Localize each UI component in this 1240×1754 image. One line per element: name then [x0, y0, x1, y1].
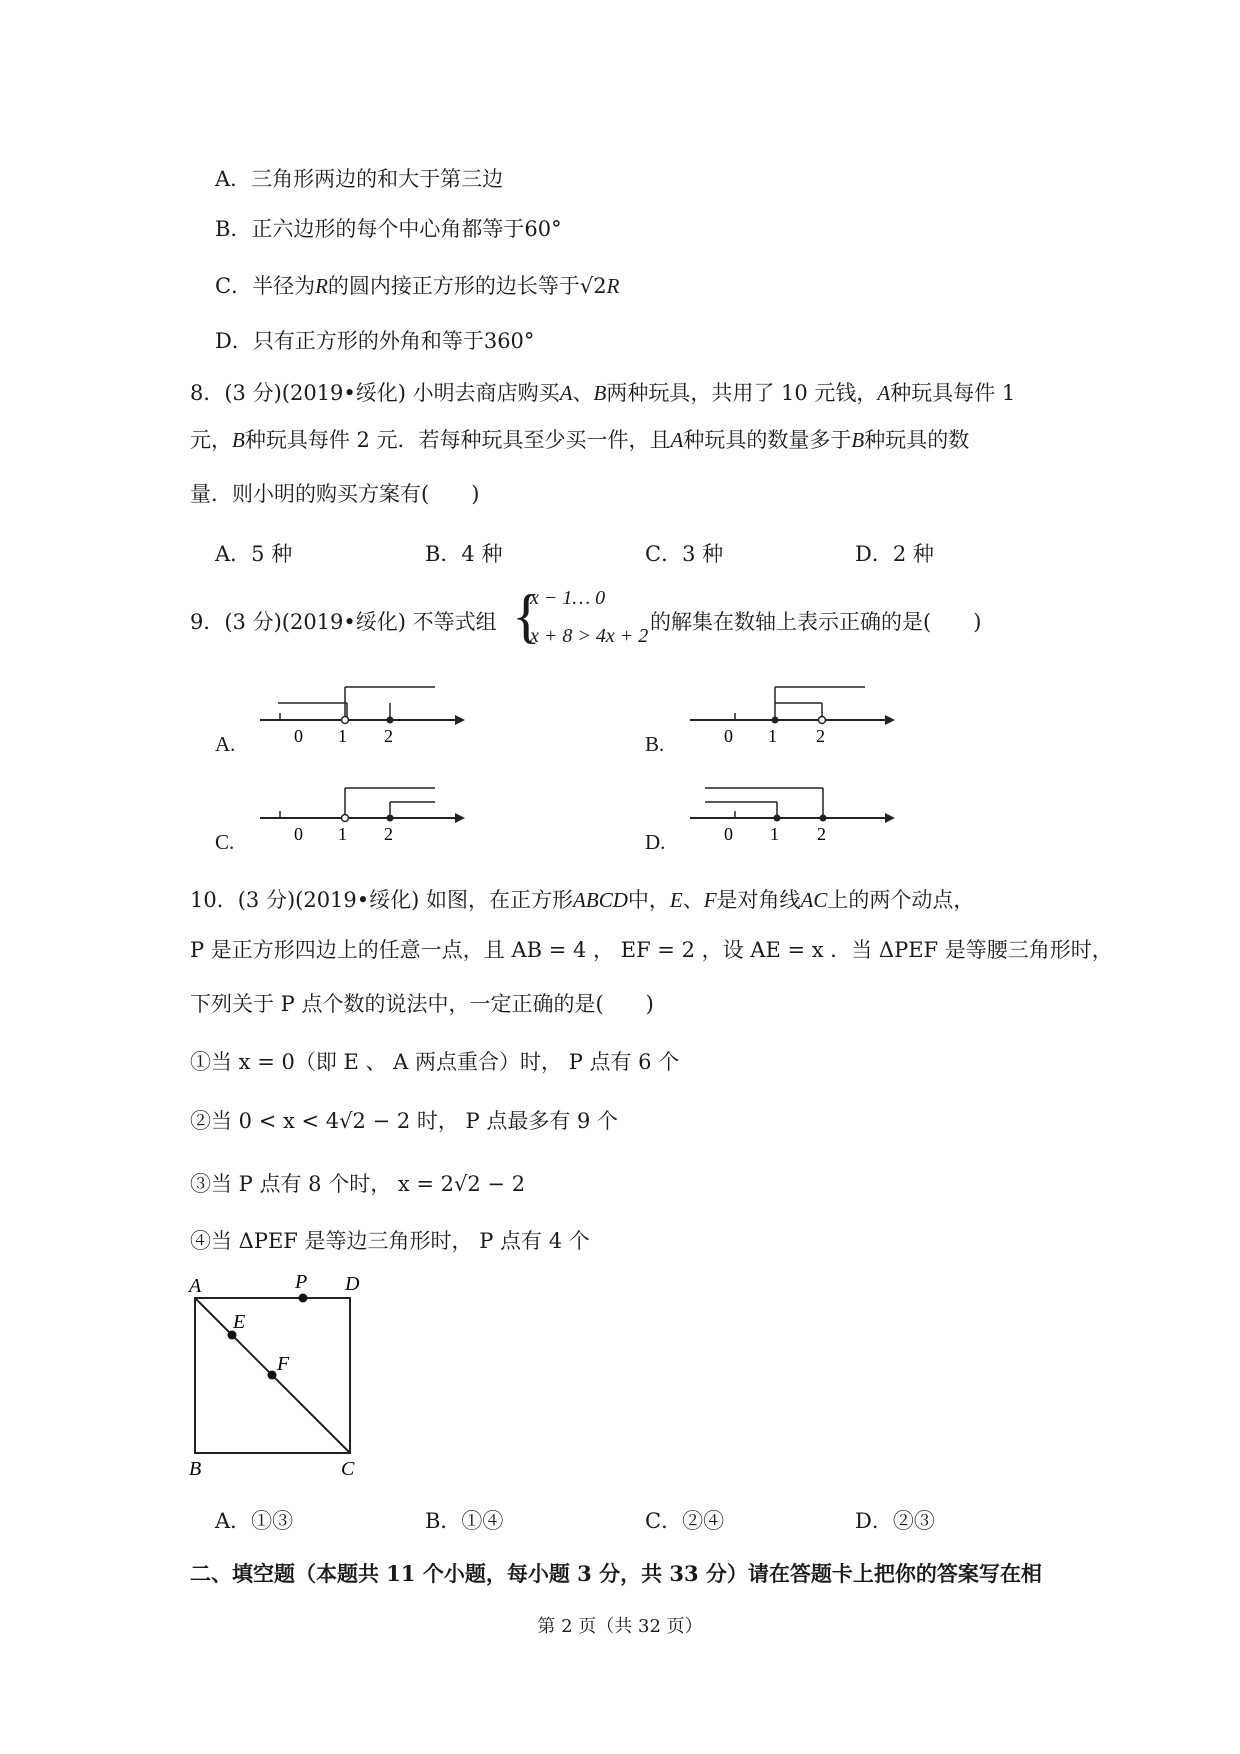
q10-option-c: C．②④ — [645, 1509, 725, 1533]
svg-text:F: F — [277, 1353, 290, 1375]
q10-statement-3: ③当 P 点有 8 个时， x = 2√2 − 2 — [190, 1172, 526, 1196]
q7-option-c: C．半径为R的圆内接正方形的边长等于√2R — [215, 274, 620, 298]
number-line-d — [680, 778, 900, 848]
page-footer: 第 2 页（共 32 页） — [537, 1616, 703, 1637]
section-2-header: 二、填空题（本题共 11 个小题，每小题 3 分，共 33 分）请在答题卡上把你的答案写在相 — [190, 1561, 1042, 1586]
svg-text:1: 1 — [338, 726, 347, 746]
q9-label-d: D. — [645, 830, 666, 854]
svg-text:0: 0 — [724, 824, 733, 844]
svg-text:2: 2 — [384, 824, 393, 844]
svg-text:2: 2 — [384, 726, 393, 746]
svg-text:C: C — [341, 1458, 355, 1480]
number-line-c — [250, 778, 470, 848]
q10-option-b: B．①④ — [425, 1509, 504, 1533]
svg-text:P: P — [295, 1271, 308, 1293]
system-brace: { — [512, 583, 541, 649]
q9-label-c: C. — [215, 830, 235, 854]
svg-text:0: 0 — [294, 726, 303, 746]
q7-option-a: A．三角形两边的和大于第三边 — [215, 167, 504, 191]
q10-statement-4: ④当 ΔPEF 是等边三角形时， P 点有 4 个 — [190, 1229, 590, 1253]
q10-option-d: D．②③ — [855, 1509, 935, 1533]
svg-text:1: 1 — [770, 824, 779, 844]
svg-text:B: B — [189, 1458, 202, 1480]
q8-option-a: A．5 种 — [215, 542, 293, 566]
svg-text:1: 1 — [338, 824, 347, 844]
q10-stem-line2: P 是正方形四边上的任意一点，且 AB = 4 ， EF = 2 ，设 AE = x ．当 ΔPEF 是等腰三角形时， — [190, 938, 1113, 962]
q8-stem-line2: 元，B种玩具每件 2 元．若每种玩具至少买一件，且A种玩具的数量多于B种玩具的数 — [190, 428, 970, 452]
q7-option-b: B．正六边形的每个中心角都等于60° — [215, 217, 562, 241]
q10-option-a: A．①③ — [215, 1509, 294, 1533]
svg-text:D: D — [345, 1273, 360, 1295]
q8-stem-line3: 量．则小明的购买方案有( ) — [190, 482, 480, 506]
q8-option-d: D．2 种 — [855, 542, 934, 566]
number-line-a — [250, 680, 470, 750]
q10-statement-1: ①当 x = 0（即 E 、 A 两点重合）时， P 点有 6 个 — [190, 1050, 680, 1074]
q10-statement-2: ②当 0 < x < 4√2 − 2 时， P 点最多有 9 个 — [190, 1109, 619, 1133]
q10-stem-line3: 下列关于 P 点个数的说法中，一定正确的是( ) — [190, 992, 654, 1016]
q7-option-d: D．只有正方形的外角和等于360° — [215, 329, 535, 353]
svg-text:A: A — [189, 1275, 202, 1297]
inequality-1: x − 1… 0 — [530, 587, 606, 609]
svg-text:1: 1 — [768, 726, 777, 746]
q9-stem-b: 的解集在数轴上表示正确的是( ) — [650, 610, 982, 634]
svg-text:0: 0 — [294, 824, 303, 844]
svg-text:0: 0 — [724, 726, 733, 746]
q8-option-c: C．3 种 — [645, 542, 724, 566]
inequality-2: x + 8 > 4x + 2 — [530, 625, 649, 647]
q9-label-b: B. — [645, 732, 665, 756]
q9-stem-a: 9．(3 分)(2019•绥化) 不等式组 — [190, 610, 497, 634]
number-line-b — [680, 680, 900, 750]
q10-stem-line1: 10．(3 分)(2019•绥化) 如图，在正方形ABCD中，E、F是对角线AC上的两个动点， — [190, 888, 975, 912]
svg-text:2: 2 — [816, 726, 825, 746]
q8-stem-line1: 8．(3 分)(2019•绥化) 小明去商店购买A、B两种玩具，共用了 10 元钱，A种玩具每件 1 — [190, 381, 1016, 405]
svg-text:E: E — [233, 1311, 246, 1333]
q9-label-a: A. — [215, 732, 236, 756]
square-figure — [185, 1270, 375, 1480]
svg-text:2: 2 — [817, 824, 826, 844]
q8-option-b: B．4 种 — [425, 542, 503, 566]
